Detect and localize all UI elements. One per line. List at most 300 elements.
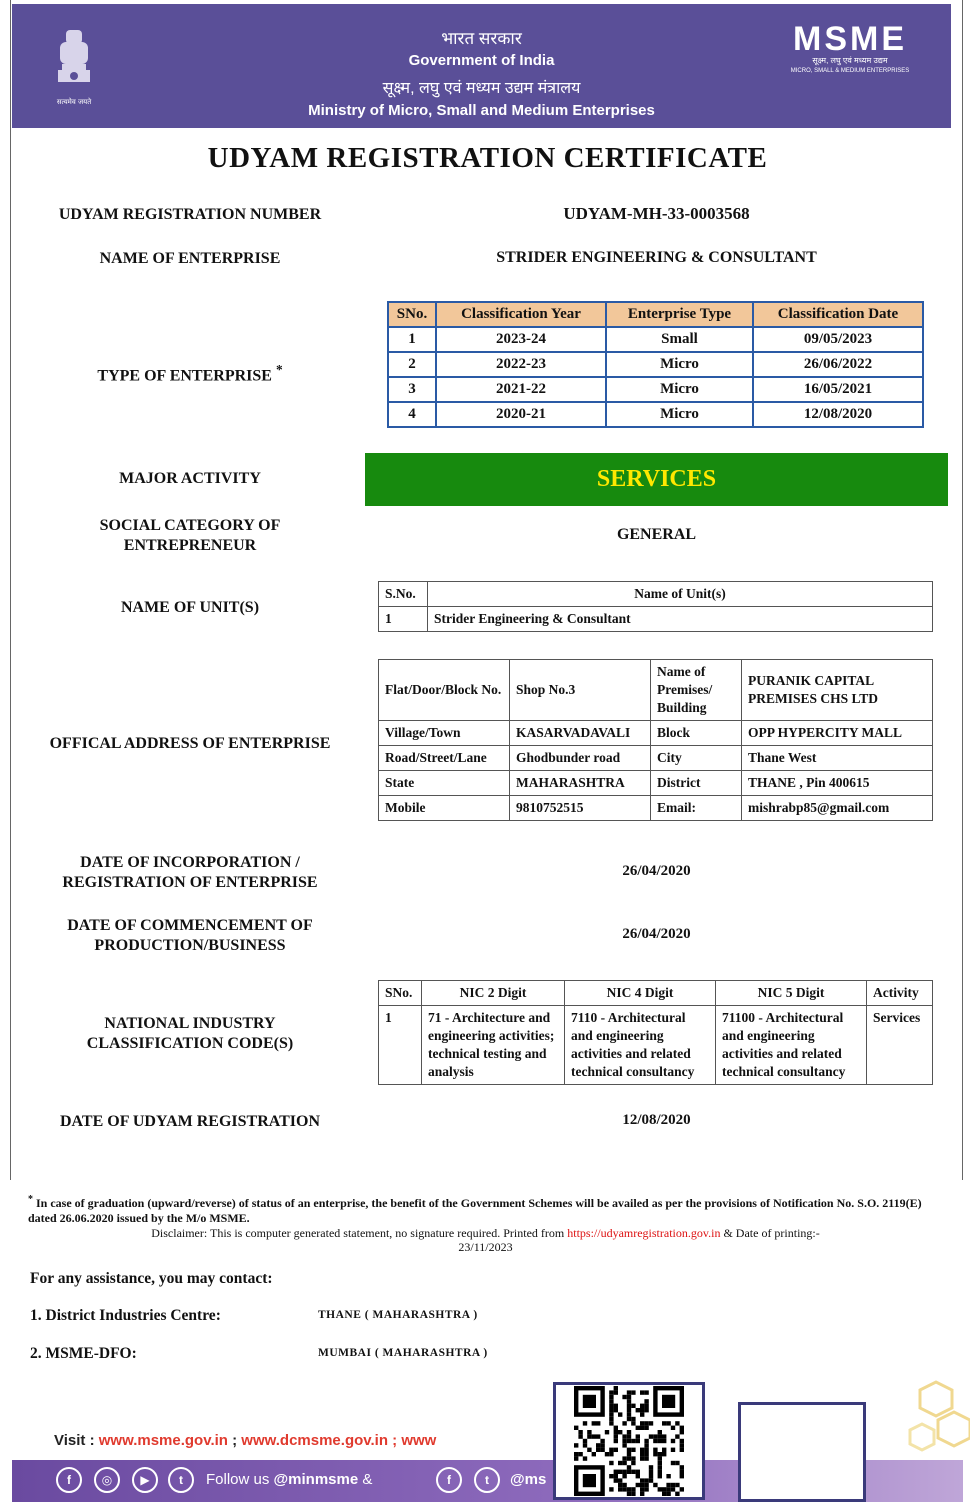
classification-cell: 2021-22: [436, 377, 606, 402]
qr-module: [640, 1404, 644, 1408]
qr-module: [680, 1470, 684, 1474]
qr-module: [680, 1426, 684, 1430]
nic-cell: 7110 - Architectural and engineering activities and related technical consultancy: [565, 1006, 716, 1085]
graduation-footnote: [28, 1192, 943, 1226]
qr-module: [658, 1434, 662, 1438]
table-row: [379, 746, 933, 771]
qr-module: [680, 1443, 684, 1447]
qr-module: [609, 1390, 613, 1394]
address-key-cell: Mobile: [379, 796, 510, 821]
msme-logo-english: MICRO, SMALL & MEDIUM ENTERPRISES: [790, 68, 910, 74]
qr-module: [644, 1448, 648, 1452]
qr-module: [627, 1417, 631, 1421]
qr-module: [605, 1430, 609, 1434]
qr-module: [614, 1390, 618, 1394]
qr-module: [680, 1439, 684, 1443]
qr-module: [614, 1439, 618, 1443]
qr-module: [675, 1483, 679, 1487]
qr-module: [587, 1448, 591, 1452]
qr-module: [644, 1408, 648, 1412]
address-key-cell: Road/Street/Lane: [379, 746, 510, 771]
qr-module: [658, 1465, 662, 1469]
address-table: [378, 659, 933, 821]
visit-label: Visit :: [54, 1432, 95, 1449]
ministry-header: [12, 4, 951, 128]
qr-module: [609, 1399, 613, 1403]
qr-module: [631, 1470, 635, 1474]
social-handle[interactable]: @minmsme: [273, 1471, 359, 1488]
qr-module: [622, 1474, 626, 1478]
nic-header-cell: NIC 2 Digit: [422, 981, 565, 1006]
classification-cell: Small: [606, 327, 753, 352]
follow-amp: &: [362, 1471, 373, 1488]
qr-module: [666, 1421, 670, 1425]
qr-module: [609, 1461, 613, 1465]
qr-module: [640, 1483, 644, 1487]
qr-module: [640, 1390, 644, 1394]
qr-module: [653, 1448, 657, 1452]
qr-module: [649, 1474, 653, 1478]
address-key-cell: Email:: [651, 796, 742, 821]
dic-value: THANE ( MAHARASHTRA ): [318, 1309, 478, 1321]
qr-module: [596, 1421, 600, 1425]
qr-module: [609, 1487, 613, 1491]
qr-module: [618, 1461, 622, 1465]
address-value-cell: THANE , Pin 400615: [742, 771, 933, 796]
address-key-cell: Block: [651, 721, 742, 746]
address-value-cell: Shop No.3: [510, 660, 651, 721]
qr-module: [614, 1470, 618, 1474]
nic-cell: Services: [867, 1006, 933, 1085]
address-value-cell: Ghodbunder road: [510, 746, 651, 771]
units-header-cell: S.No.: [379, 582, 428, 607]
classification-cell: 2020-21: [436, 402, 606, 427]
qr-finder: [662, 1395, 675, 1408]
qr-module: [671, 1426, 675, 1430]
qr-module: [675, 1421, 679, 1425]
units-table: [378, 581, 933, 632]
udyam-portal-link[interactable]: https://udyamregistration.gov.in: [567, 1226, 721, 1240]
classification-header-row: [388, 302, 923, 327]
address-value-cell: mishrabp85@gmail.com: [742, 796, 933, 821]
incorporation-label-line1: DATE OF INCORPORATION /: [80, 854, 300, 871]
facebook-icon[interactable]: f: [436, 1467, 462, 1493]
qr-module: [583, 1439, 587, 1443]
qr-module: [658, 1461, 662, 1465]
classification-cell: 4: [388, 402, 436, 427]
nic-header-cell: NIC 5 Digit: [716, 981, 867, 1006]
table-row: [379, 1006, 933, 1085]
qr-module: [609, 1452, 613, 1456]
units-cell: Strider Engineering & Consultant: [428, 607, 933, 632]
qr-module: [653, 1434, 657, 1438]
second-handle[interactable]: @ms: [510, 1471, 547, 1488]
qr-module: [631, 1492, 635, 1496]
enterprise-type-label-text: TYPE OF ENTERPRISE: [97, 367, 272, 385]
commencement-label-line1: DATE OF COMMENCEMENT OF: [67, 917, 313, 934]
registration-number-value: UDYAM-MH-33-0003568: [563, 204, 750, 223]
qr-module: [627, 1470, 631, 1474]
units-header-row: [379, 582, 933, 607]
qr-module: [666, 1492, 670, 1496]
table-row: [388, 402, 923, 427]
qr-module: [587, 1430, 591, 1434]
qr-module: [662, 1487, 666, 1491]
enterprise-name-value: STRIDER ENGINEERING & CONSULTANT: [496, 249, 817, 266]
qr-module: [627, 1399, 631, 1403]
qr-module: [627, 1465, 631, 1469]
qr-module: [671, 1439, 675, 1443]
qr-module: [666, 1483, 670, 1487]
qr-module: [614, 1448, 618, 1452]
classification-cell: Micro: [606, 402, 753, 427]
address-value-cell: OPP HYPERCITY MALL: [742, 721, 933, 746]
enterprise-type-label: [30, 360, 350, 386]
msme-logo: [780, 22, 920, 76]
qr-module: [658, 1487, 662, 1491]
classification-cell: 12/08/2020: [753, 402, 923, 427]
nic-header-row: [379, 981, 933, 1006]
qr-module: [622, 1421, 626, 1425]
qr-module: [649, 1470, 653, 1474]
qr-module: [662, 1434, 666, 1438]
table-row: [379, 660, 933, 721]
follow-label: Follow us: [206, 1471, 270, 1488]
qr-module: [680, 1448, 684, 1452]
signature-box: [738, 1402, 866, 1502]
qr-module: [622, 1456, 626, 1460]
qr-module: [640, 1426, 644, 1430]
disclaimer-text: Disclaimer: This is computer generated statement, no signature required. Printed from: [151, 1226, 565, 1240]
qr-module: [644, 1487, 648, 1491]
qr-module: [600, 1439, 604, 1443]
nic-label-line2: CLASSIFICATION CODE(S): [86, 1035, 294, 1052]
incorporation-label-line2: REGISTRATION OF ENTERPRISE: [62, 874, 318, 891]
qr-module: [680, 1465, 684, 1469]
udyam-date-label: DATE OF UDYAM REGISTRATION: [59, 1113, 321, 1130]
qr-module: [644, 1399, 648, 1403]
qr-module: [614, 1426, 618, 1430]
qr-module: [627, 1456, 631, 1460]
qr-module: [649, 1478, 653, 1482]
qr-module: [614, 1434, 618, 1438]
qr-module: [609, 1417, 613, 1421]
qr-module: [592, 1434, 596, 1438]
qr-module: [618, 1412, 622, 1416]
nic-cell: 71100 - Architectural and engineering activities and related technical consultancy: [716, 1006, 867, 1085]
qr-module: [627, 1434, 631, 1438]
qr-module: [662, 1421, 666, 1425]
qr-module: [644, 1456, 648, 1460]
table-row: [379, 796, 933, 821]
twitter-icon[interactable]: t: [474, 1467, 500, 1493]
qr-module: [644, 1421, 648, 1425]
qr-module: [658, 1470, 662, 1474]
qr-module: [618, 1470, 622, 1474]
udyam-date-value: 12/08/2020: [622, 1112, 691, 1128]
qr-module: [662, 1492, 666, 1496]
qr-module: [622, 1395, 626, 1399]
qr-module: [658, 1474, 662, 1478]
qr-module: [574, 1426, 578, 1430]
qr-module: [631, 1461, 635, 1465]
qr-module: [658, 1456, 662, 1460]
qr-module: [578, 1430, 582, 1434]
qr-module: [666, 1474, 670, 1478]
address-key-cell: Flat/Door/Block No.: [379, 660, 510, 721]
qr-module: [662, 1448, 666, 1452]
nic-cell: 71 - Architecture and engineering activities; technical testing and analysis: [422, 1006, 565, 1085]
dcmsme-website-link[interactable]: www.dcmsme.gov.in: [241, 1432, 388, 1449]
units-label: NAME OF UNIT(S): [120, 599, 260, 616]
address-key-cell: Village/Town: [379, 721, 510, 746]
classification-cell: 26/06/2022: [753, 352, 923, 377]
classification-header-cell: Enterprise Type: [606, 302, 753, 327]
qr-module: [631, 1404, 635, 1408]
qr-module: [609, 1408, 613, 1412]
dfo-label: 2. MSME-DFO:: [30, 1345, 137, 1362]
table-row: [379, 721, 933, 746]
qr-module: [583, 1456, 587, 1460]
qr-module: [658, 1452, 662, 1456]
nic-table: [378, 980, 933, 1085]
classification-cell: 16/05/2021: [753, 377, 923, 402]
qr-module: [614, 1474, 618, 1478]
registration-number-label: UDYAM REGISTRATION NUMBER: [58, 206, 322, 223]
assistance-heading: For any assistance, you may contact:: [30, 1270, 273, 1287]
qr-module: [618, 1478, 622, 1482]
commencement-label: [30, 916, 350, 956]
header-hindi-government: भारत सरकार: [441, 29, 522, 48]
qr-module: [640, 1412, 644, 1416]
youtube-icon[interactable]: ▶: [132, 1467, 158, 1493]
qr-module: [609, 1412, 613, 1416]
emblem-caption: सत्यमेव जयते: [56, 98, 92, 106]
msme-website-link[interactable]: www.msme.gov.in: [98, 1432, 228, 1449]
qr-module: [675, 1461, 679, 1465]
qr-module: [609, 1421, 613, 1425]
enterprise-name-label: NAME OF ENTERPRISE: [99, 250, 281, 267]
qr-module: [627, 1448, 631, 1452]
qr-module: [627, 1452, 631, 1456]
qr-module: [640, 1421, 644, 1425]
qr-module: [631, 1439, 635, 1443]
qr-module: [614, 1386, 618, 1390]
qr-module: [583, 1443, 587, 1447]
third-website-link[interactable]: ; www: [392, 1432, 437, 1449]
hexagon-decoration: [880, 1380, 970, 1460]
instagram-icon[interactable]: ◎: [94, 1467, 120, 1493]
qr-module: [644, 1452, 648, 1456]
qr-module: [644, 1443, 648, 1447]
nic-label-line1: NATIONAL INDUSTRY: [104, 1015, 276, 1032]
qr-module: [574, 1456, 578, 1460]
nic-header-cell: SNo.: [379, 981, 422, 1006]
qr-module: [631, 1487, 635, 1491]
major-activity-value: SERVICES: [365, 453, 948, 506]
dic-label: 1. District Industries Centre:: [30, 1307, 221, 1324]
qr-module: [622, 1434, 626, 1438]
qr-module: [640, 1448, 644, 1452]
header-hindi-ministry: सूक्ष्म, लघु एवं मध्यम उद्यम मंत्रालय: [382, 80, 581, 97]
classification-header-cell: Classification Date: [753, 302, 923, 327]
header-government: Government of India: [408, 52, 555, 69]
qr-module: [649, 1465, 653, 1469]
qr-module: [653, 1439, 657, 1443]
social-category-label-line1: SOCIAL CATEGORY OF: [99, 517, 281, 534]
qr-module: [636, 1483, 640, 1487]
qr-module: [631, 1456, 635, 1460]
qr-module: [640, 1487, 644, 1491]
qr-module: [658, 1439, 662, 1443]
follow-us-text: [206, 1471, 372, 1488]
qr-module: [631, 1421, 635, 1425]
nic-cell: 1: [379, 1006, 422, 1085]
commencement-label-line2: PRODUCTION/BUSINESS: [94, 937, 286, 954]
qr-module: [631, 1448, 635, 1452]
qr-module: [596, 1443, 600, 1447]
qr-module: [671, 1487, 675, 1491]
social-category-value: GENERAL: [616, 526, 697, 543]
incorporation-date: 26/04/2020: [622, 863, 691, 879]
visit-separator: ;: [232, 1432, 238, 1449]
qr-module: [592, 1452, 596, 1456]
qr-module: [640, 1478, 644, 1482]
qr-module: [622, 1487, 626, 1491]
qr-module: [640, 1408, 644, 1412]
disclaimer-post: & Date of printing:-: [723, 1226, 820, 1240]
qr-module: [662, 1439, 666, 1443]
qr-module: [609, 1474, 613, 1478]
qr-module: [649, 1434, 653, 1438]
address-key-cell: District: [651, 771, 742, 796]
classification-cell: Micro: [606, 352, 753, 377]
address-value-cell: PURANIK CAPITAL PREMISES CHS LTD: [742, 660, 933, 721]
qr-module: [627, 1404, 631, 1408]
table-row: [388, 352, 923, 377]
msme-logo-hindi: सूक्ष्म, लघु एवं मध्यम उद्यम: [812, 56, 888, 65]
dfo-value: MUMBAI ( MAHARASHTRA ): [318, 1347, 488, 1359]
classification-cell: 09/05/2023: [753, 327, 923, 352]
qr-module: [636, 1434, 640, 1438]
qr-module: [631, 1390, 635, 1394]
qr-module: [680, 1430, 684, 1434]
nic-label: [30, 1014, 350, 1054]
qr-module: [636, 1474, 640, 1478]
qr-module: [675, 1492, 679, 1496]
qr-module: [627, 1412, 631, 1416]
qr-module: [644, 1390, 648, 1394]
qr-module: [600, 1443, 604, 1447]
qr-module: [666, 1487, 670, 1491]
address-value-cell: MAHARASHTRA: [510, 771, 651, 796]
qr-module: [627, 1492, 631, 1496]
address-key-cell: City: [651, 746, 742, 771]
qr-module: [680, 1474, 684, 1478]
qr-module: [653, 1452, 657, 1456]
qr-module: [671, 1448, 675, 1452]
table-row: [379, 771, 933, 796]
commencement-date: 26/04/2020: [622, 926, 691, 942]
qr-module: [600, 1448, 604, 1452]
classification-cell: 1: [388, 327, 436, 352]
qr-module: [640, 1456, 644, 1460]
table-row: [388, 377, 923, 402]
address-key-cell: State: [379, 771, 510, 796]
qr-module: [614, 1404, 618, 1408]
qr-code-pattern: [556, 1385, 702, 1497]
nic-header-cell: NIC 4 Digit: [565, 981, 716, 1006]
footnote-text: In case of graduation (upward/reverse) of status of an enterprise, the benefit of the Government Schemes will be availed as per the provisions of Notification No. S.O. 2119(E) dated 26.06.2020 issued by the M/o MSME.: [28, 1196, 922, 1225]
table-row: [388, 327, 923, 352]
facebook-icon[interactable]: f: [56, 1467, 82, 1493]
qr-module: [662, 1452, 666, 1456]
classification-cell: 2022-23: [436, 352, 606, 377]
qr-module: [640, 1452, 644, 1456]
qr-finder: [583, 1395, 596, 1408]
qr-module: [636, 1470, 640, 1474]
qr-module: [622, 1470, 626, 1474]
qr-module: [614, 1408, 618, 1412]
qr-module: [671, 1461, 675, 1465]
qr-module: [596, 1448, 600, 1452]
qr-module: [627, 1430, 631, 1434]
twitter-icon[interactable]: t: [168, 1467, 194, 1493]
qr-module: [587, 1434, 591, 1438]
qr-module: [671, 1483, 675, 1487]
print-date: 23/11/2023: [458, 1240, 513, 1254]
qr-module: [609, 1404, 613, 1408]
footnote-star: *: [28, 1194, 33, 1205]
qr-module: [596, 1434, 600, 1438]
qr-module: [609, 1395, 613, 1399]
visit-line: [54, 1432, 594, 1449]
qr-module: [636, 1426, 640, 1430]
qr-module: [644, 1439, 648, 1443]
qr-module: [618, 1487, 622, 1491]
qr-module: [644, 1483, 648, 1487]
units-cell: 1: [379, 607, 428, 632]
table-row: [379, 607, 933, 632]
qr-module: [644, 1478, 648, 1482]
qr-module: [653, 1483, 657, 1487]
qr-module: [605, 1452, 609, 1456]
qr-module: [574, 1443, 578, 1447]
qr-module: [583, 1421, 587, 1425]
qr-module: [622, 1461, 626, 1465]
qr-code: [553, 1382, 705, 1500]
nic-header-cell: Activity: [867, 981, 933, 1006]
qr-module: [675, 1434, 679, 1438]
qr-module: [614, 1478, 618, 1482]
qr-module: [622, 1483, 626, 1487]
qr-module: [636, 1408, 640, 1412]
social-category-label-line2: ENTREPRENEUR: [123, 537, 257, 554]
qr-module: [644, 1426, 648, 1430]
qr-module: [622, 1443, 626, 1447]
qr-module: [640, 1492, 644, 1496]
classification-cell: 3: [388, 377, 436, 402]
qr-module: [622, 1439, 626, 1443]
address-label: OFFICAL ADDRESS OF ENTERPRISE: [49, 735, 331, 752]
qr-module: [574, 1452, 578, 1456]
address-value-cell: KASARVADAVALI: [510, 721, 651, 746]
qr-module: [592, 1421, 596, 1425]
address-value-cell: 9810752515: [510, 796, 651, 821]
address-key-cell: Name of Premises/ Building: [651, 660, 742, 721]
qr-module: [627, 1439, 631, 1443]
qr-module: [636, 1439, 640, 1443]
